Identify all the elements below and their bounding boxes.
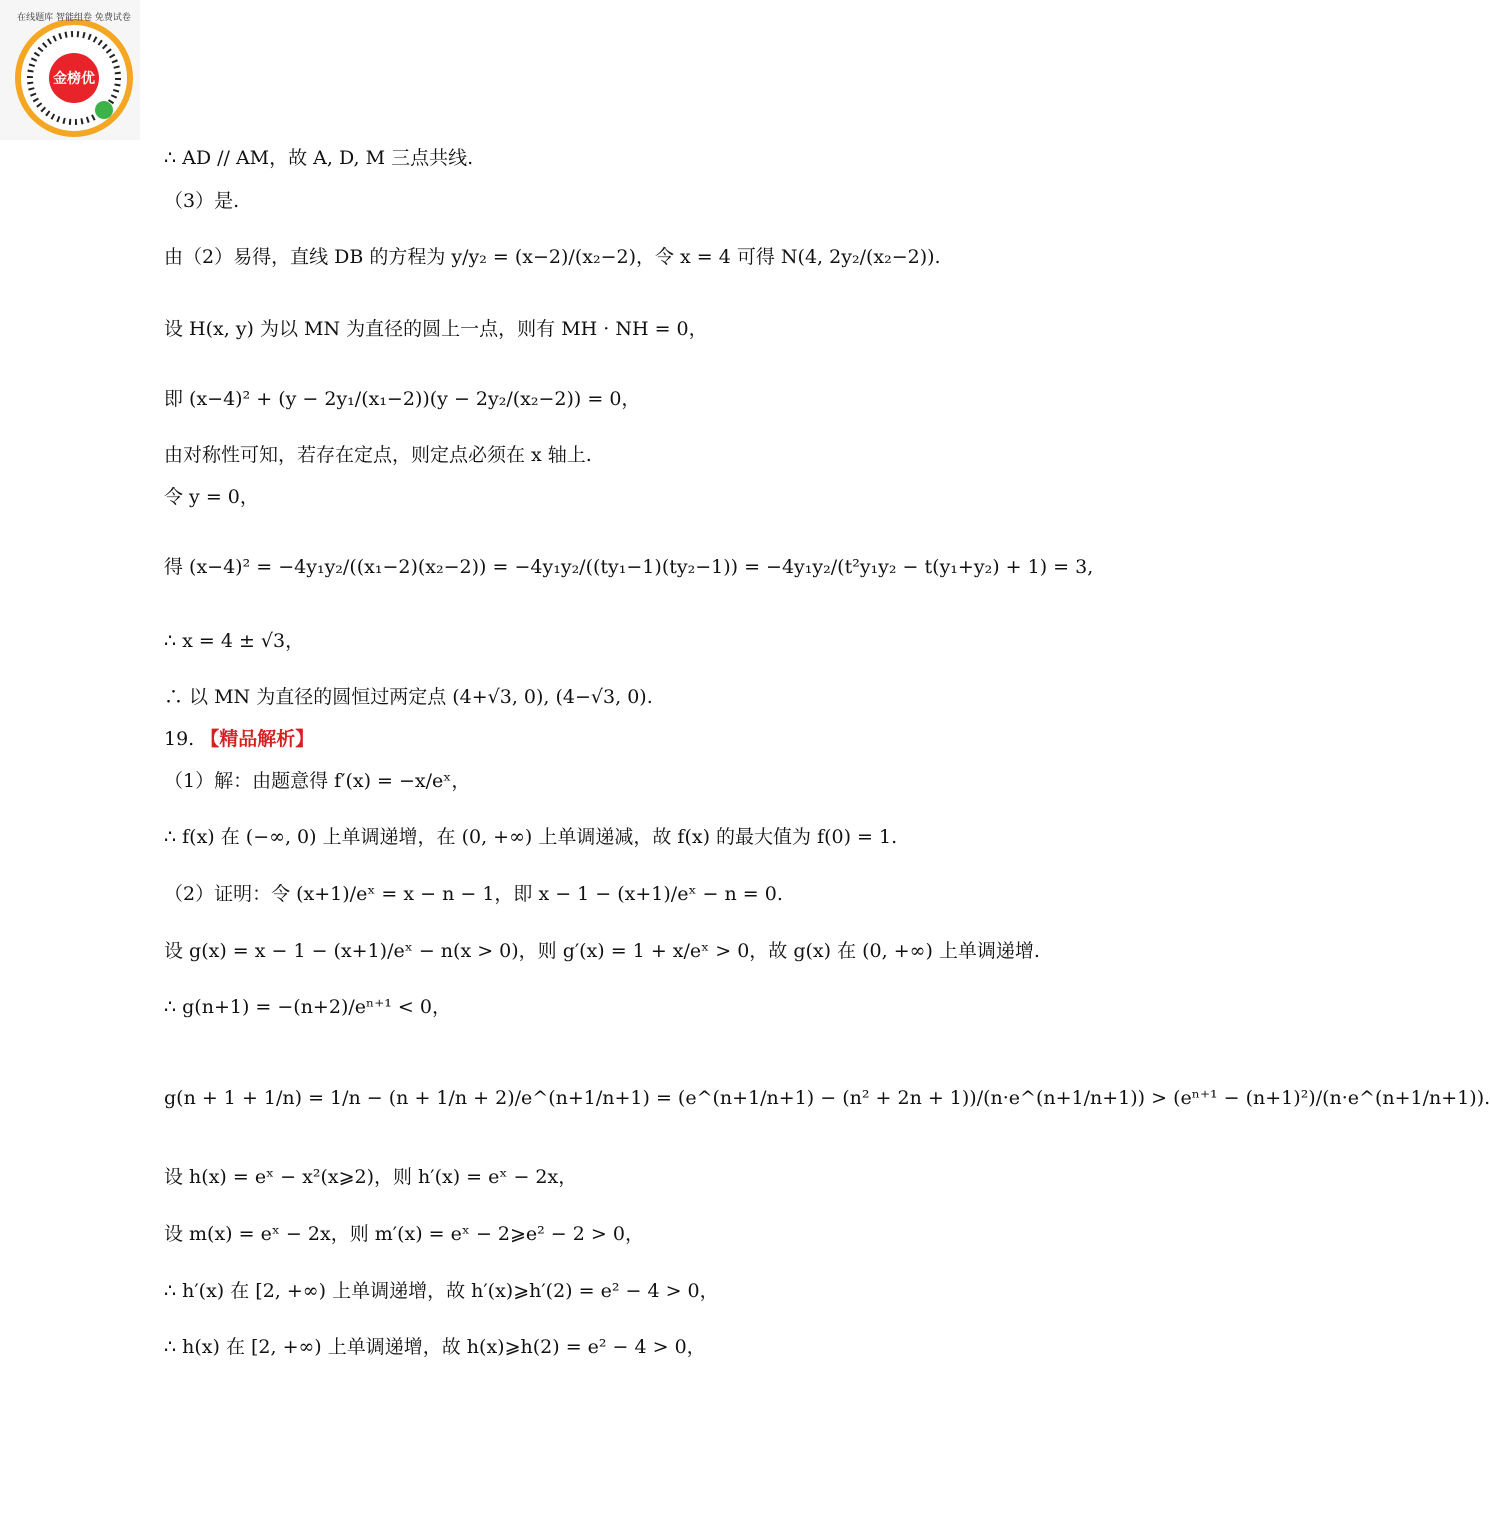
line-h-prime-monotonic: ∴ h′(x) 在 [2, +∞) 上单调递增，故 h′(x)⩾h′(2) = e² − 4 > 0， [164,1280,719,1302]
line-circle-equation: 即 (x−4)² + (y − 2y₁/(x₁−2))(y − 2y₂/(x₂−2)) = 0， [164,388,641,410]
line-19-part2: （2）证明：令 (x+1)/eˣ = x − n − 1，即 x − 1 − (x+1)/eˣ − n = 0. [164,883,783,905]
qr-logo-icon [0,0,140,140]
line-g-inequality: g(n + 1 + 1/n) = 1/n − (n + 1/n + 2)/e^(n+1/n+1) = (e^(n+1/n+1) − (n² + 2n + 1))/(n·e^(n+1/n+1)) > (eⁿ⁺¹ − (n+1)²)/(n·e^(n+1/n+1)). [164,1087,1490,1109]
svg-text:金榜优: 金榜优 [53,71,95,87]
section-number: 19. [164,728,195,750]
line-fixed-points: ∴ 以 MN 为直径的圆恒过两定点 (4+√3, 0), (4−√3, 0). [164,686,653,708]
line-derive-three: 得 (x−4)² = −4y₁y₂/((x₁−2)(x₂−2)) = −4y₁y₂/((ty₁−1)(ty₂−1)) = −4y₁y₂/(t²y₁y₂ − t(y₁+y₂) + 1) = 3, [164,556,1094,578]
line-m-definition: 设 m(x) = eˣ − 2x，则 m′(x) = eˣ − 2⩾e² − 2 > 0， [164,1223,644,1245]
line-19-part1: （1）解：由题意得 f′(x) = −x/eˣ， [164,770,471,792]
line-db-equation: 由（2）易得，直线 DB 的方程为 y/y₂ = (x−2)/(x₂−2)，令 x = 4 可得 N(4, 2y₂/(x₂−2)). [164,246,941,268]
logo [0,0,140,140]
line-symmetry: 由对称性可知，若存在定点，则定点必须在 x 轴上. [164,444,592,466]
section-title: 【精品解析】 [200,728,315,750]
section-19-heading [164,728,314,751]
line-h-definition: 设 h(x) = eˣ − x²(x⩾2)，则 h′(x) = eˣ − 2x， [164,1166,578,1188]
line-h-monotonic: ∴ h(x) 在 [2, +∞) 上单调递增，故 h(x)⩾h(2) = e² − 4 > 0， [164,1336,706,1358]
svg-text:在线题库 智能组卷 免费试卷: 在线题库 智能组卷 免费试卷 [17,13,131,23]
line-collinear: ∴ AD // AM，故 A, D, M 三点共线. [164,147,474,169]
line-monotonic-f: ∴ f(x) 在 (−∞, 0) 上单调递增，在 (0, +∞) 上单调递减，故 f(x) 的最大值为 f(0) = 1. [164,826,898,848]
line-g-definition: 设 g(x) = x − 1 − (x+1)/eˣ − n(x > 0)，则 g′(x) = 1 + x/eˣ > 0，故 g(x) 在 (0, +∞) 上单调递增. [164,940,1040,962]
line-part3: （3）是. [164,190,240,212]
line-x-value: ∴ x = 4 ± √3， [164,630,305,652]
line-point-h: 设 H(x, y) 为以 MN 为直径的圆上一点，则有 MH · NH = 0， [164,318,708,340]
line-g-n-plus-1: ∴ g(n+1) = −(n+2)/eⁿ⁺¹ < 0， [164,996,451,1018]
line-y-zero: 令 y = 0， [164,486,259,508]
